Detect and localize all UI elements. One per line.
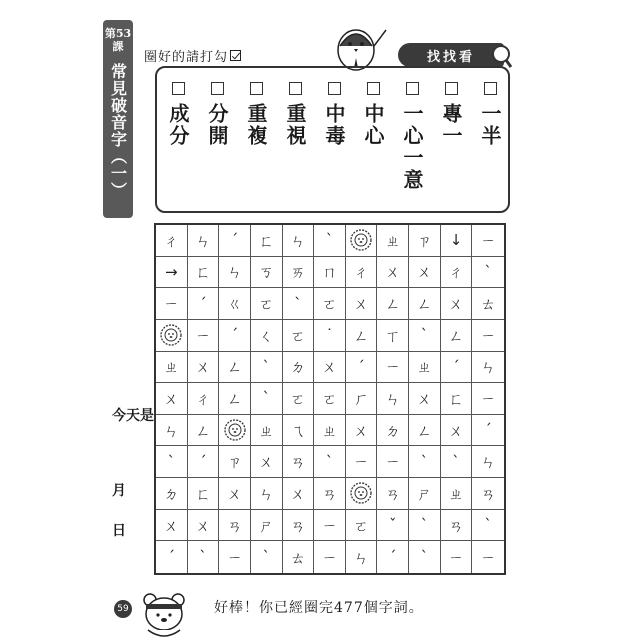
grid-cell[interactable]: ㄨ [283, 478, 315, 510]
grid-cell[interactable]: ㄢ [219, 510, 251, 542]
grid-cell[interactable]: ㄨ [219, 478, 251, 510]
word-text: 重複 [244, 103, 268, 147]
grid-cell[interactable]: ˋ [409, 541, 441, 573]
grid-cell[interactable]: ˋ [188, 541, 220, 573]
grid-cell[interactable]: ㄢ [283, 446, 315, 478]
instruction-text: 圈好的請打勾 [144, 50, 229, 65]
grid-cell[interactable]: ㄔ [346, 257, 378, 289]
word-item [277, 82, 313, 147]
grid-cell[interactable]: ㄇ [314, 257, 346, 289]
checkmark-icon [230, 50, 241, 61]
grid-cell[interactable]: ˊ [188, 446, 220, 478]
grid-cell[interactable]: ㄧ [472, 320, 504, 352]
grid-cell[interactable]: ㄓ [156, 352, 188, 384]
word-text: 重視 [283, 103, 307, 147]
page-number: 59 [114, 600, 132, 618]
grid-cell[interactable]: ㄧ [472, 383, 504, 415]
grid-cell[interactable]: ㄕ [251, 510, 283, 542]
grid-cell[interactable]: ↓ [441, 225, 473, 257]
grid-cell[interactable]: ㄣ [156, 415, 188, 447]
lion-icon [350, 482, 372, 504]
grid-cell[interactable]: ˋ [156, 446, 188, 478]
lion-icon [160, 324, 182, 346]
grid-cell[interactable]: ㄧ [219, 541, 251, 573]
grid-cell-lion[interactable] [156, 320, 188, 352]
grid-cell[interactable]: ㄨ [346, 288, 378, 320]
grid-cell[interactable]: ˋ [409, 320, 441, 352]
grid-cell[interactable]: ㄨ [346, 415, 378, 447]
grid-cell[interactable]: ㄨ [156, 510, 188, 542]
grid-cell[interactable]: ˋ [314, 225, 346, 257]
grid-cell[interactable]: ㄓ [377, 225, 409, 257]
grid-cell[interactable]: ˊ [219, 225, 251, 257]
grid-cell[interactable]: ㄛ [346, 510, 378, 542]
grid-cell[interactable]: ˊ [472, 415, 504, 447]
grid-cell-lion[interactable] [346, 478, 378, 510]
find-badge: 找找看 [398, 43, 504, 67]
word-checkbox[interactable] [289, 82, 302, 95]
grid-cell[interactable]: ㄨ [377, 257, 409, 289]
word-item [433, 82, 469, 147]
grid-cell[interactable]: ㄢ [472, 478, 504, 510]
grid-cell[interactable]: ㄨ [251, 446, 283, 478]
grid-cell[interactable]: ㄢ [314, 478, 346, 510]
word-item [394, 82, 430, 191]
word-text: 分開 [205, 103, 229, 147]
grid-cell[interactable]: ㄢ [283, 510, 315, 542]
word-text: 一心一意 [400, 103, 424, 191]
word-text: 中毒 [322, 103, 346, 147]
lion-icon [350, 229, 372, 251]
grid-cell[interactable]: ㄍ [219, 288, 251, 320]
grid-cell[interactable]: ㄎ [251, 257, 283, 289]
word-checkbox[interactable] [367, 82, 380, 95]
magnifier-icon [490, 44, 512, 68]
instruction [144, 46, 241, 65]
grid-cell[interactable]: ㄧ [314, 510, 346, 542]
grid-cell[interactable]: ㄨ [409, 383, 441, 415]
grid-cell[interactable]: ˋ [314, 446, 346, 478]
grid-cell[interactable]: ㄑ [251, 320, 283, 352]
grid-cell[interactable]: ㄣ [188, 225, 220, 257]
grid-cell[interactable]: ㄨ [441, 415, 473, 447]
grid-cell[interactable]: ㄕ [409, 478, 441, 510]
grid-cell[interactable]: ㄈ [251, 225, 283, 257]
grid-cell[interactable]: ㄥ [188, 415, 220, 447]
grid-cell[interactable]: → [156, 257, 188, 289]
grid-cell[interactable]: ㄥ [377, 288, 409, 320]
grid-cell[interactable]: ㄏ [346, 383, 378, 415]
penguin-icon [328, 16, 388, 72]
grid-cell[interactable]: ㄧ [377, 352, 409, 384]
grid-cell[interactable]: ㄉ [283, 352, 315, 384]
grid-cell[interactable]: ˊ [377, 541, 409, 573]
word-checkbox[interactable] [406, 82, 419, 95]
date-today-label: 今天是 [112, 408, 154, 424]
grid-cell[interactable]: ˋ [251, 383, 283, 415]
grid-cell[interactable]: ㄉ [377, 415, 409, 447]
grid-cell[interactable]: ˊ [219, 320, 251, 352]
grid-cell[interactable]: ㄈ [188, 478, 220, 510]
grid-cell[interactable]: ˋ [251, 541, 283, 573]
grid-cell[interactable]: ㄧ [377, 446, 409, 478]
grid-cell-lion[interactable] [219, 415, 251, 447]
grid-cell[interactable]: ˋ [251, 352, 283, 384]
grid-cell[interactable]: ㄓ [251, 415, 283, 447]
grid-cell[interactable]: ˋ [409, 510, 441, 542]
grid-cell[interactable]: ㄛ [283, 383, 315, 415]
word-text: 專一 [439, 103, 463, 147]
grid-cell[interactable]: ˋ [409, 446, 441, 478]
grid-cell[interactable]: ㄨ [188, 510, 220, 542]
grid-cell[interactable]: ㄗ [409, 225, 441, 257]
lesson-title: 常見破音字（一） [108, 63, 128, 199]
grid-cell[interactable]: ㄨ [441, 288, 473, 320]
grid-cell[interactable]: ㄣ [472, 446, 504, 478]
word-item [199, 82, 235, 147]
grid-cell[interactable]: ㄨ [409, 257, 441, 289]
grid-cell[interactable]: ㄨ [156, 383, 188, 415]
grid-cell[interactable]: ㄢ [441, 510, 473, 542]
date-month-label: 月 [112, 483, 126, 499]
grid-cell[interactable]: ˙ [314, 320, 346, 352]
grid-cell[interactable]: ㄛ [314, 288, 346, 320]
grid-cell[interactable]: ㄟ [283, 415, 315, 447]
word-item [160, 82, 196, 147]
grid-cell[interactable]: ㄥ [219, 352, 251, 384]
grid-cell[interactable]: ㄛ [251, 288, 283, 320]
footer-message: 好棒！你已經圈完477個字詞。 [214, 600, 424, 616]
grid-cell[interactable]: ㄛ [283, 320, 315, 352]
grid-cell[interactable]: ㄓ [441, 478, 473, 510]
grid-cell[interactable]: ㄉ [156, 478, 188, 510]
grid-cell[interactable]: ㄈ [188, 257, 220, 289]
grid-cell[interactable]: ˋ [283, 288, 315, 320]
word-checkbox[interactable] [211, 82, 224, 95]
grid-cell[interactable]: ㄧ [156, 288, 188, 320]
word-text: 中心 [361, 103, 385, 147]
grid-cell[interactable]: ㄥ [441, 320, 473, 352]
grid-cell[interactable]: ㄣ [219, 257, 251, 289]
grid-cell[interactable]: ㄥ [219, 383, 251, 415]
grid-cell[interactable]: ㄨ [314, 352, 346, 384]
grid-cell[interactable]: ㄧ [346, 446, 378, 478]
grid-cell[interactable]: ㄢ [377, 478, 409, 510]
lesson-number: 第53課 [104, 27, 132, 53]
grid-cell[interactable]: ㄥ [409, 288, 441, 320]
grid-cell[interactable]: ㄓ [409, 352, 441, 384]
grid-cell[interactable]: ㄣ [377, 383, 409, 415]
word-checkbox[interactable] [250, 82, 263, 95]
grid-cell[interactable]: ˇ [377, 510, 409, 542]
date-day-label: 日 [112, 523, 126, 539]
word-item [472, 82, 508, 147]
grid-cell[interactable]: ˋ [441, 446, 473, 478]
grid-cell[interactable]: ㄊ [472, 288, 504, 320]
word-item [238, 82, 274, 147]
grid-cell[interactable]: ㄊ [283, 541, 315, 573]
word-item [316, 82, 352, 147]
bear-icon [134, 584, 194, 640]
grid-cell[interactable]: ㄔ [188, 383, 220, 415]
word-list-card [155, 66, 510, 213]
grid-cell[interactable]: ㄧ [441, 541, 473, 573]
grid-cell[interactable]: ㄈ [441, 383, 473, 415]
word-checkbox[interactable] [172, 82, 185, 95]
word-text: 成分 [166, 103, 190, 147]
grid-cell[interactable]: ˋ [472, 510, 504, 542]
lion-icon [224, 419, 246, 441]
grid-cell[interactable]: ˊ [188, 288, 220, 320]
grid-cell[interactable]: ㄔ [441, 257, 473, 289]
grid-cell[interactable]: ㄥ [409, 415, 441, 447]
grid-cell[interactable]: ㄓ [314, 415, 346, 447]
grid-cell[interactable]: ˋ [472, 257, 504, 289]
grid-cell[interactable]: ㄣ [283, 225, 315, 257]
grid-cell[interactable]: ㄗ [219, 446, 251, 478]
grid-cell[interactable]: ㄧ [314, 541, 346, 573]
grid-cell[interactable]: ㄛ [314, 383, 346, 415]
grid-cell[interactable]: ˊ [441, 352, 473, 384]
grid-cell[interactable]: ㄣ [251, 478, 283, 510]
word-checkbox[interactable] [328, 82, 341, 95]
word-checkbox[interactable] [484, 82, 497, 95]
grid-cell[interactable]: ㄣ [346, 541, 378, 573]
lesson-tab [103, 20, 133, 218]
grid-cell[interactable]: ㄔ [156, 225, 188, 257]
word-text: 一半 [478, 103, 502, 147]
grid-cell-lion[interactable] [346, 225, 378, 257]
grid-cell[interactable]: ㄧ [480, 548, 496, 567]
grid-cell[interactable]: ㄥ [346, 320, 378, 352]
word-item [355, 82, 391, 147]
grid-cell[interactable]: ㄣ [472, 352, 504, 384]
grid-cell[interactable]: ˊ [156, 541, 188, 573]
grid-cell[interactable]: ㄞ [283, 257, 315, 289]
grid-cell[interactable]: ㄨ [188, 352, 220, 384]
grid-cell[interactable]: ㄒ [377, 320, 409, 352]
word-search-grid [154, 223, 506, 575]
grid-cell[interactable]: ㄧ [472, 225, 504, 257]
grid-cell[interactable]: ˊ [346, 352, 378, 384]
word-checkbox[interactable] [445, 82, 458, 95]
grid-cell[interactable]: ㄧ [188, 320, 220, 352]
